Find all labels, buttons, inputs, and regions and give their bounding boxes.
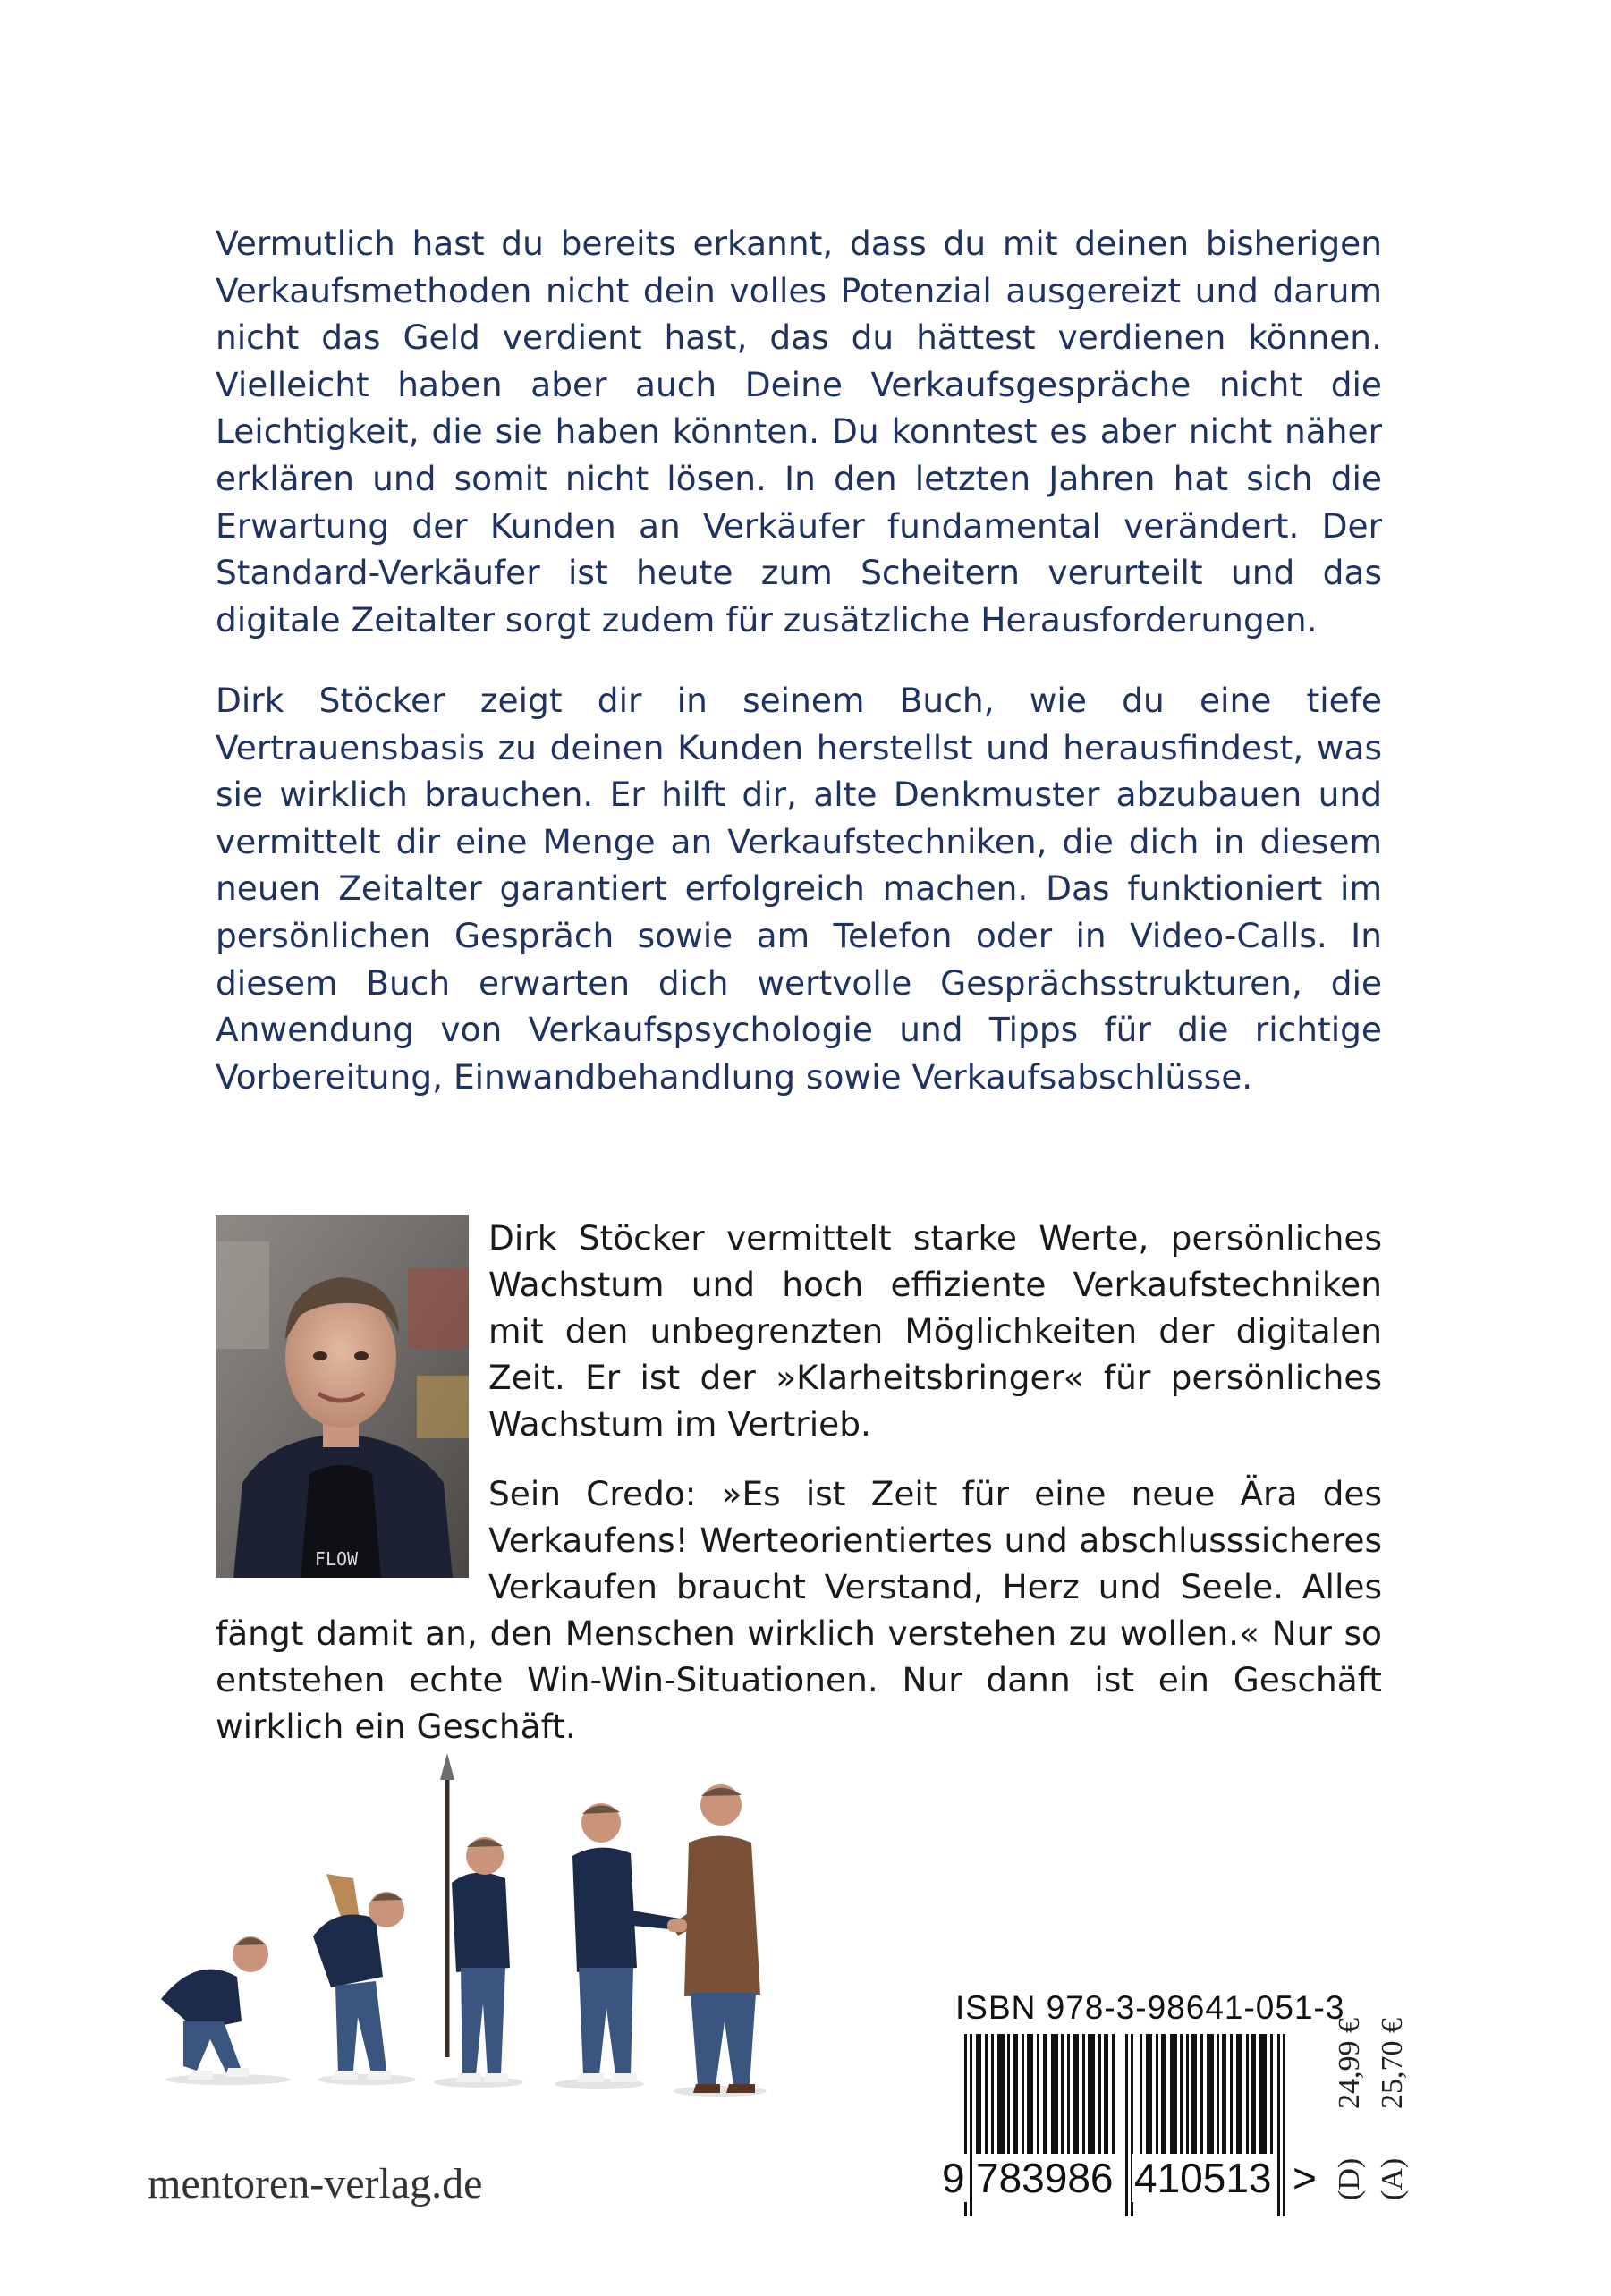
evolution-illustration [143, 1753, 1002, 2129]
figure-handshake-left [555, 1803, 680, 2089]
figure-with-spear [434, 1753, 523, 2088]
price-de: 24,99 € [1333, 2018, 1366, 2109]
shirt-print: FLOW [314, 1548, 359, 1570]
isbn-text: ISBN 978-3-98641-051-3 [955, 1989, 1345, 2026]
figure-bent-with-club [313, 1874, 416, 2085]
barcode-group-1: 783986 [973, 2154, 1116, 2202]
barcode-marker: > [1290, 2154, 1319, 2202]
figure-handshake-right [667, 1784, 767, 2097]
blurb-paragraph-1: Vermutlich hast du bereits erkannt, dass du mit deinen bisherigen Verkaufsmethoden nicht dein volles Potenzial ausgereizt und darum nicht das Geld verdient hast, das du hättest verdienen können. Vielleicht haben aber auch Deine Verkaufsgespräche nicht die Leichtigkeit, die sie haben könnten. Du konntest es aber nicht näher erklären und somit nicht lösen. In den letzten Jahren hat sich die Erwartung der Kunden an Verkäufer fundamental verändert. Der Standard-Verkäufer ist heute zum Scheitern verurteilt und das digitale Zeitalter sorgt zudem für zusätzliche Herausforderungen. [216, 224, 1382, 640]
author-portrait [216, 1215, 469, 1578]
price-label-de: (D) [1333, 2157, 1366, 2200]
figure-crouching [161, 1936, 291, 2085]
barcode-group-2: 410513 [1132, 2154, 1275, 2202]
publisher-website: mentoren-verlag.de [148, 2160, 483, 2207]
barcode-lead-digit: 9 [939, 2154, 968, 2202]
blurb-paragraph-2: Dirk Stöcker zeigt dir in seinem Buch, wie du eine tiefe Vertrauensbasis zu deinen Kunden herstellst und herausfindest, was sie wirklich brauchen. Er hilft dir, alte Denkmuster abzubauen und vermittelt dir eine Menge an Verkaufstechniken, die dich in diesem neuen Zeitalter garantiert erfolgreich machen. Das funktioniert im persönlichen Gespräch sowie am Telefon oder in Video-Calls. In diesem Buch erwarten dich wertvolle Gesprächsstrukturen, die Anwendung von Verkaufspsychologie und Tipps für die richtige Vorbereitung, Einwandbehandlung sowie Verkaufsabschlüsse. [216, 681, 1382, 1097]
price-at: 25,70 € [1376, 2018, 1409, 2109]
author-section [216, 1215, 1382, 1773]
price-label-at: (A) [1376, 2157, 1409, 2200]
author-bio-paragraph-1: Dirk Stöcker vermittelt starke Werte, persönliches Wachstum und hoch effiziente Verkaufstechniken mit den unbegrenzten Möglichkeiten der digitalen Zeit. Er ist der »Klarheitsbringer« für persönliches Wachstum im Vertrieb. [488, 1218, 1382, 1444]
author-bio-paragraph-2: Sein Credo: »Es ist Zeit für eine neue Ära des Verkaufens! Werteorientiertes und abschlusssicheres Verkaufen braucht Verstand, Herz und Seele. Alles fängt damit an, den Menschen wirklich verstehen zu wollen.« Nur so entstehen echte Win-Win-Situationen. Nur dann ist ein Geschäft wirklich ein Geschäft. [216, 1474, 1382, 1746]
